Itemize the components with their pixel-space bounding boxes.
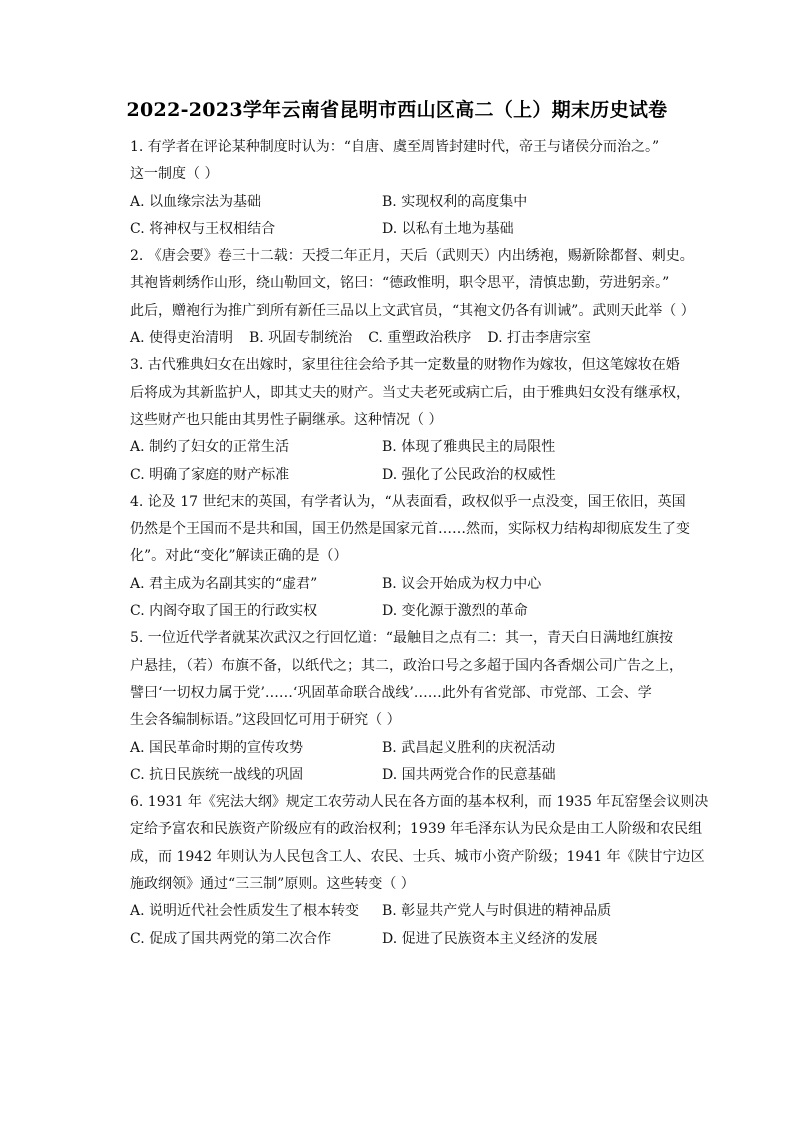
- options-row: [130, 216, 700, 243]
- question-text-line: 1. 有学者在评论某种制度时认为：“自唐、虞至周皆封建时代，帝王与诸侯分而治之。”: [130, 139, 660, 155]
- option-b: B. 彰显共产党人与时俱进的精神品质: [382, 903, 612, 920]
- question-text-line: 施政纲领》通过“三三制”原则。这些转变（ ）: [130, 876, 415, 893]
- option-d: D. 打击李唐宗室: [487, 330, 591, 347]
- option-a: A. 以血缘宗法为基础: [130, 193, 262, 210]
- option-d: D. 促进了民族资本主义经济的发展: [382, 930, 598, 947]
- option-c: C. 内阁夺取了国王的行政实权: [130, 603, 318, 620]
- options-row: [130, 762, 700, 789]
- option-a: A. 使得吏治清明: [130, 330, 234, 347]
- question-text-line: 成，而 1942 年则认为人民包含工人、农民、士兵、城市小资产阶级；1941 年《陕甘宁边区: [130, 848, 705, 865]
- question-list: [130, 134, 709, 953]
- option-c: C. 促成了国共两党的第二次合作: [130, 930, 332, 947]
- option-b: B. 议会开始成为权力中心: [382, 575, 542, 592]
- question-text-line: 定给予富农和民族资产阶级应有的政治权利；1939 年毛泽东认为民众是由工人阶级和农民组: [130, 821, 703, 838]
- question-text-line: 户悬挂，（若）布旗不备，以纸代之；其二，政治口号之多超于国内各香烟公司广告之上，: [130, 657, 683, 674]
- option-a: A. 制约了妇女的正常生活: [130, 439, 290, 456]
- options-row: [130, 898, 700, 925]
- question-text-line: 5. 一位近代学者就某次武汉之行回忆道：“最触目之点有二：其一，青天白日满地红旗按: [130, 630, 673, 647]
- question-text-line: 譬曰‘一切权力属于党’……‘巩固革命联合战线’……此外有省党部、市党部、工会、学: [130, 684, 652, 701]
- option-d: D. 国共两党合作的民意基础: [382, 766, 556, 783]
- question-text-line: 3. 古代雅典妇女在出嫁时，家里往往会给予其一定数量的财物作为嫁妆，但这笔嫁妆在婚: [130, 357, 680, 374]
- option-d: D. 以私有土地为基础: [382, 220, 514, 237]
- option-c: C. 重塑政治秩序: [368, 330, 472, 347]
- question-text-line: 生会各编制标语。”这段回忆可用于研究（ ）: [130, 712, 401, 729]
- question-text-line: 化”。对此“变化”解读正确的是（）: [130, 548, 348, 565]
- option-b: B. 体现了雅典民主的局限性: [382, 439, 556, 456]
- question-text-line: 2. 《唐会要》卷三十二载：天授二年正月，天后（武则天）内出绣袍，赐新除都督、刺史。: [130, 248, 694, 265]
- options-row: [130, 434, 700, 461]
- question-text-line: 这些财产也只能由其男性子嗣继承。这种情况（ ）: [130, 411, 443, 428]
- question-6: [130, 789, 709, 953]
- option-a: A. 君主成为名副其实的“虚君”: [130, 575, 318, 592]
- question-5: [130, 625, 700, 789]
- option-b: B. 武昌起义胜利的庆祝活动: [382, 739, 556, 756]
- question-text-line: 后将成为其新监护人，即其丈夫的财产。当丈夫老死或病亡后，由于雅典妇女没有继承权，: [130, 384, 690, 401]
- option-d: D. 变化源于激烈的革命: [382, 603, 528, 620]
- option-a: A. 说明近代社会性质发生了根本转变: [130, 903, 360, 920]
- question-4: [130, 489, 700, 625]
- option-d: D. 强化了公民政治的权威性: [382, 466, 556, 483]
- option-b: B. 实现权利的高度集中: [382, 193, 528, 210]
- question-text-line: 这一制度（ ）: [130, 166, 219, 183]
- question-text-line: 4. 论及 17 世纪末的英国，有学者认为，“从表面看，政权似乎一点没变，国王依旧，英国: [130, 493, 686, 510]
- question-1: [130, 134, 700, 243]
- options-row: [130, 598, 700, 625]
- options-row: [130, 189, 700, 216]
- page-title: 2022-2023学年云南省昆明市西山区高二（上）期末历史试卷: [126, 99, 668, 121]
- question-text-line: 6. 1931 年《宪法大纲》规定工农劳动人民在各方面的基本权利，而 1935 年瓦窑堡会议则决: [130, 794, 709, 811]
- option-b: B. 巩固专制统治: [249, 330, 353, 347]
- option-c: C. 将神权与王权相结合: [130, 220, 276, 237]
- question-3: [130, 352, 700, 488]
- options-row: [130, 462, 700, 489]
- options-row: [130, 735, 700, 762]
- question-text-line: 仍然是个王国而不是共和国，国王仍然是国家元首……然而，实际权力结构却彻底发生了变: [130, 521, 690, 538]
- options-row: [130, 325, 700, 352]
- option-a: A. 国民革命时期的宣传攻势: [130, 739, 304, 756]
- options-row: [130, 926, 700, 953]
- option-c: C. 明确了家庭的财产标准: [130, 466, 290, 483]
- question-text-line: 此后，赠袍行为推广到所有新任三品以上文武官员，“其袍文仍各有训诫”。武则天此举（ ）: [130, 302, 695, 319]
- options-row: [130, 571, 700, 598]
- question-text-line: 其袍皆刺绣作山形，绕山勒回文，铭曰：“德政惟明，职令思平，清慎忠勤，劳进躬亲。”: [130, 275, 670, 292]
- question-2: [130, 243, 700, 352]
- option-c: C. 抗日民族统一战线的巩固: [130, 766, 304, 783]
